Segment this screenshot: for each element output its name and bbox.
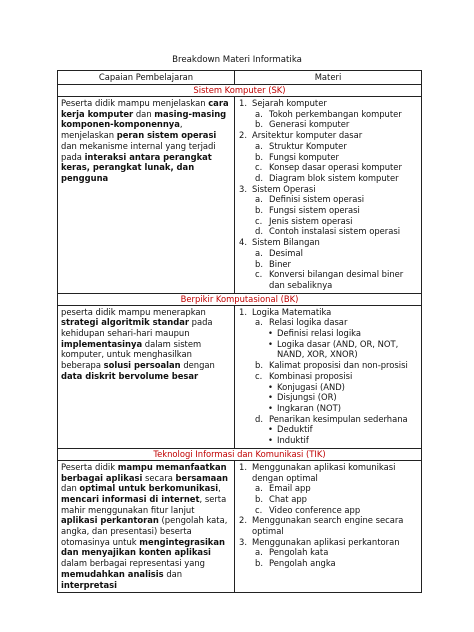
cp-text: Peserta didik mampu menjelaskan (61, 98, 209, 108)
cp-bold: strategi algoritmik standar (61, 317, 189, 328)
capaian-bk (58, 305, 235, 448)
section-heading-bk: Berpikir Komputasional (BK) (58, 293, 422, 305)
list-item: a. Definisi sistem operasi (255, 194, 365, 205)
bullet-item: • Konjugasi (AND) (268, 381, 345, 392)
cp-text: pada kehidupan sehari-hari maupun (61, 317, 213, 339)
list-item: 4. Sistem Bilangan (239, 237, 320, 248)
list-item: 3. Menggunakan aplikasi perkantoran (239, 536, 400, 547)
bullet-item: • Disjungsi (OR) (268, 392, 337, 403)
list-item: b. Generasi komputer (255, 119, 350, 130)
cp-text: , serta mahir menggunakan fitur lanjut (61, 493, 227, 515)
cp-bold: solusi persoalan (103, 360, 181, 371)
table-header-row (58, 71, 422, 85)
cp-bold: cara kerja komputer (61, 98, 229, 119)
bullet-item: • Logika dasar (AND, OR, NOT, NAND, XOR, XNOR) (268, 338, 399, 360)
cp-text: dalam sistem komputer, untuk menghasilkan beberapa (61, 338, 202, 371)
list-item: d. Diagram blok sistem komputer (255, 172, 399, 183)
section-row-sk (58, 85, 422, 97)
list-item: b. Chat app (255, 493, 307, 504)
materi-list-sk (235, 98, 418, 291)
bullet-item: • Deduktif (268, 424, 313, 435)
cp-bold: peran sistem operasi (116, 130, 217, 141)
cp-text: dan (163, 568, 183, 579)
capaian-sk (58, 97, 235, 294)
cp-text: Peserta didik (61, 461, 118, 472)
list-item: a. Relasi logika dasar (255, 317, 348, 328)
list-item: a. Pengolah kata (255, 547, 329, 558)
cp-text: dengan (180, 360, 215, 371)
cp-text: , (218, 483, 221, 494)
section-heading-tik: Teknologi Informasi dan Komunikasi (TIK) (58, 448, 422, 460)
cp-text: dan (133, 108, 155, 119)
list-item: a. Struktur Komputer (255, 140, 347, 151)
header-capaian: Capaian Pembelajaran (58, 71, 235, 85)
cp-text: dan mekanisme internal yang terjadi pada (61, 140, 216, 162)
list-item: a. Desimal (255, 247, 303, 258)
list-item: c. Konversi bilangan desimal biner dan sebaliknya (255, 269, 404, 290)
materi-sk (235, 97, 422, 294)
list-item: 1. Menggunakan aplikasi komunikasi dengan optimal (239, 461, 396, 483)
cp-bold: optimal untuk berkomunikasi (79, 483, 219, 494)
list-item: a. Email app (255, 483, 311, 494)
list-item: c. Konsep dasar operasi komputer (255, 162, 402, 173)
cp-bold: bersamaan (175, 472, 228, 483)
cp-bold: mencari informasi di internet (61, 493, 200, 504)
cp-bold: aplikasi perkantoran (61, 515, 159, 526)
list-item: b. Fungsi komputer (255, 151, 339, 162)
materi-tik (235, 460, 422, 592)
materi-bk (235, 305, 422, 448)
cp-bold: implementasinya (61, 338, 143, 349)
table-row-sk (58, 97, 422, 294)
section-row-bk (58, 293, 422, 305)
document-title: Breakdown Materi Informatika (172, 55, 302, 65)
list-item: b. Fungsi sistem operasi (255, 205, 360, 216)
list-item: 2. Arsitektur komputer dasar (239, 130, 363, 141)
cp-bold: memudahkan analisis (61, 568, 164, 579)
table-row-bk (58, 305, 422, 448)
cp-bold: interaksi antara perangkat keras, perangkat lunak, dan pengguna (61, 151, 212, 183)
bullet-item: • Definisi relasi logika (268, 328, 362, 339)
list-item: a. Tokoh perkembangan komputer (255, 108, 402, 119)
list-item: d. Contoh instalasi sistem operasi (255, 226, 401, 237)
cp-bold: mampu memanfaatkan berbagai aplikasi (61, 461, 227, 483)
capaian-tik (58, 460, 235, 592)
list-item: b. Pengolah angka (255, 558, 336, 569)
list-item: b. Kalimat proposisi dan non-prosisi (255, 360, 408, 371)
list-item: 1. Logika Matematika (239, 306, 332, 317)
materi-list-tik (235, 462, 418, 569)
list-item: b. Biner (255, 258, 291, 269)
section-heading-sk: Sistem Komputer (SK) (58, 85, 422, 97)
cp-text: dan (61, 483, 80, 494)
list-item: 1. Sejarah komputer (239, 98, 327, 108)
cp-text: (pengolah kata, angka, dan presentasi) beserta otomasinya untuk (61, 515, 228, 547)
materi-table (57, 70, 422, 593)
list-item: 2. Menggunakan search engine secara optimal (239, 515, 404, 537)
list-item: c. Kombinasi proposisi (255, 370, 353, 381)
list-item: d. Penarikan kesimpulan sederhana (255, 413, 408, 424)
table-row-tik (58, 460, 422, 592)
list-item: c. Video conference app (255, 504, 361, 515)
list-item: c. Jenis sistem operasi (255, 215, 353, 226)
cp-text: dalam berbagai representasi yang (61, 558, 205, 569)
bullet-item: • Ingkaran (NOT) (268, 402, 341, 413)
cp-bold: data diskrit bervolume besar (61, 370, 199, 381)
cp-text: peserta didik mampu menerapkan (61, 306, 206, 317)
cp-bold: masing-masing komponen-komponennya (61, 108, 227, 130)
cp-text: , menjelaskan (61, 119, 183, 141)
bullet-item: • Induktif (268, 435, 309, 446)
cp-text: secara (142, 472, 176, 483)
cp-bold: interpretasi (61, 579, 117, 590)
materi-list-bk (235, 307, 418, 446)
header-materi: Materi (235, 71, 422, 85)
cp-bold: mengintegrasikan dan menyajikan konten aplikasi (61, 536, 225, 558)
list-item: 3. Sistem Operasi (239, 183, 316, 194)
section-row-tik (58, 448, 422, 460)
